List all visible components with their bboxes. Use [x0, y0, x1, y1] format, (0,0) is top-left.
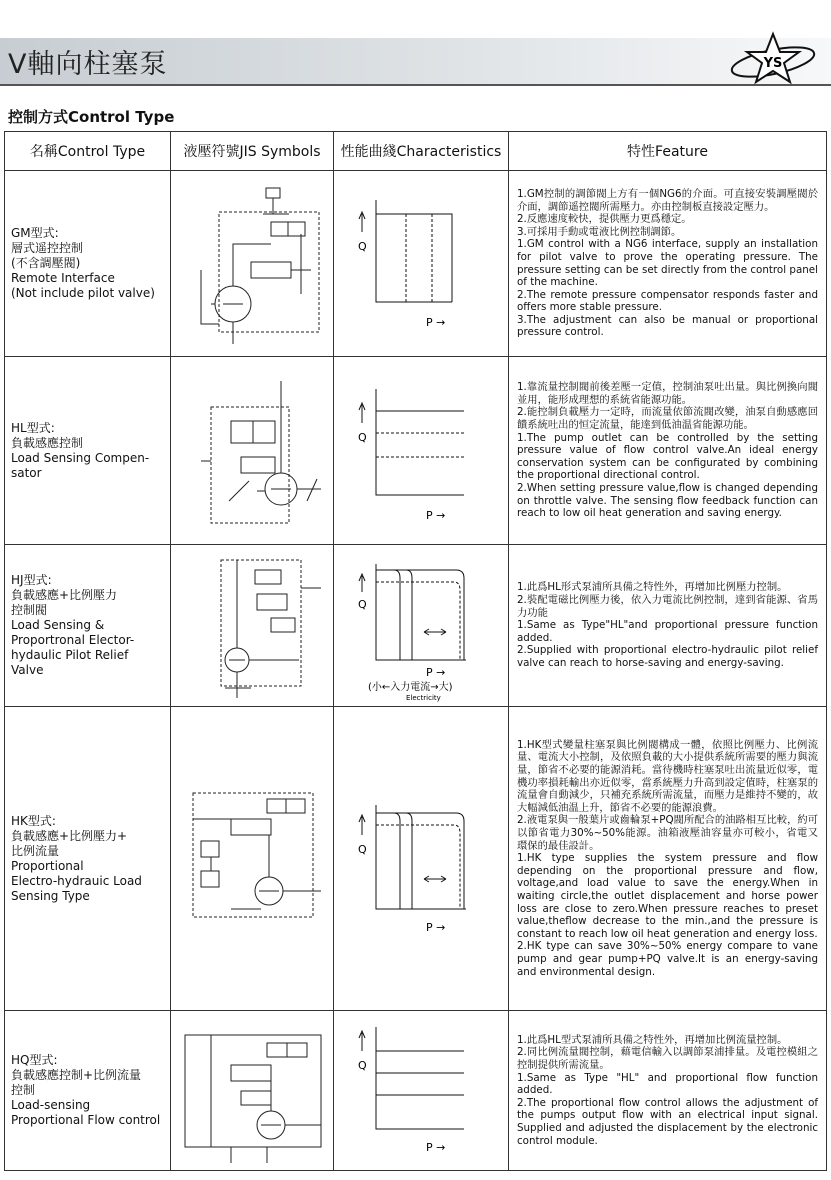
- q-axis-label: Q: [358, 239, 367, 253]
- symbol-cell: [171, 171, 334, 357]
- type-name-zh: 負載感應控制: [11, 435, 84, 450]
- control-type-table: [4, 131, 827, 1171]
- chart-cell: [334, 171, 509, 357]
- name-cell: [5, 1011, 171, 1171]
- table-row-gm: [5, 171, 827, 357]
- hk-characteristic-chart: [334, 709, 509, 1009]
- type-name-zh: 層式遥控控制: [11, 241, 84, 255]
- hj-hydraulic-symbol: [171, 548, 334, 704]
- feature-item: 1.HK型式變量柱塞泵與比例閥構成一體，依照比例壓力、比例流量、電流大小控制，及依照負載的大小提供系統所需要的壓力與流量，節省不必要的能源消耗。當待機時柱塞泵吐出流量近似零，電機功率損耗輸出亦近似零，當系統壓力升高到設定值時，柱塞泵的流量會自動減少，只補充系統所需流量，而壓力是維持不變的，故大幅減低油温上升，節省不必要的能源浪費。: [517, 738, 818, 814]
- feature-item: 1.The pump outlet can be controlled by the setting pressure value of flow control valve.An ideal energy conservation system can be configurated by combining the proportional directional control.: [517, 431, 818, 482]
- gm-characteristic-chart: [334, 174, 509, 354]
- feature-item: 2.The remote pressure compensator responds faster and offers more stable pressure.: [517, 288, 818, 314]
- chart-cell: [334, 357, 509, 545]
- feature-item: 1.Same as Type"HL"and proportional pressure function added.: [517, 619, 818, 644]
- feature-item: 2.液電泵與一般葉片或齒輪泵+PQ閥所配合的油路相互比較，約可以節省電力30%~50%能源。油箱液壓油容量亦可較小，省電又環保的最佳設計。: [517, 814, 818, 852]
- feature-item: 1.GM control with a NG6 interface, supply an installation for pilot valve to prove the operating pressure. The pressure setting can be set directly from the control panel of the machine.: [517, 238, 818, 289]
- feature-cell: [509, 707, 827, 1011]
- type-name-zh: 負載感應控制+比例流量: [11, 1068, 142, 1082]
- p-axis-label: P →: [426, 315, 446, 329]
- symbol-cell: [171, 357, 334, 545]
- feature-item: 2.同比例流量閥控制，藉電信輸入以調節泵浦排量。及電控模組之控制提供所需流量。: [517, 1046, 818, 1072]
- feature-cell: [509, 1011, 827, 1171]
- hk-hydraulic-symbol: [171, 779, 334, 939]
- type-code: HL型式:: [11, 420, 55, 435]
- feature-item: 3.可採用手動或電液比例控制調節。: [517, 225, 682, 238]
- ys-logo: [727, 28, 819, 94]
- type-name-zh: 負載感應+比例壓力: [11, 588, 118, 602]
- type-name-en: Load Sensing Compen-: [11, 450, 150, 465]
- q-axis-label: Q: [358, 430, 367, 444]
- type-name-en-cont: hydaulic Pilot Relief: [11, 648, 129, 662]
- q-axis-label: Q: [358, 597, 367, 611]
- section-title: 控制方式Control Type: [8, 108, 175, 126]
- feature-item: 2.裝配電磁比例壓力後，依入力電流比例控制，達到省能源、省馬力功能: [517, 594, 818, 619]
- col-header-name: 名稱Control Type: [5, 132, 171, 171]
- feature-cell: [509, 545, 827, 707]
- symbol-cell: [171, 545, 334, 707]
- name-cell: [5, 545, 171, 707]
- type-name-en-cont: Sensing Type: [11, 888, 90, 903]
- type-code: HQ型式:: [11, 1053, 58, 1067]
- feature-cell: [509, 357, 827, 545]
- feature-item: 2.When setting pressure value,flow is changed depending on throttle valve. The sensing flow feedback function can reach to low oil heat generation and saving energy.: [517, 481, 818, 520]
- type-name-zh-cont: 比例流量: [11, 843, 60, 858]
- type-name-zh-note: (不含調壓閥): [11, 256, 81, 270]
- type-name-en-cont: Proportronal Elector-: [11, 633, 135, 647]
- feature-item: 2.反應速度較快，提供壓力更爲穩定。: [517, 213, 692, 226]
- type-name-zh: 負載感應+比例壓力+: [11, 828, 128, 843]
- table-header-row: [5, 132, 827, 171]
- type-code: HK型式:: [11, 813, 56, 828]
- hj-characteristic-chart: [334, 548, 509, 704]
- table-row-hq: [5, 1011, 827, 1171]
- page-title: V軸向柱塞泵: [8, 49, 168, 80]
- type-name-en-note: (Not include pilot valve): [11, 286, 155, 300]
- type-name-en: Load Sensing &: [11, 618, 105, 632]
- name-cell: [5, 171, 171, 357]
- feature-item: 2.Supplied with proportional electro-hydraulic pilot relief valve can reach to horse-saving and energy-saving.: [517, 644, 818, 669]
- feature-item: 1.GM控制的調節閥上方有一個NG6的介面。可直接安裝調壓閥於介面，調節遥控閥所需壓力。亦由控制板直接設定壓力。: [517, 187, 818, 213]
- p-axis-label: P →: [426, 920, 446, 934]
- col-header-symbols: 液壓符號JIS Symbols: [171, 132, 334, 171]
- q-axis-label: Q: [358, 842, 367, 856]
- name-cell: [5, 707, 171, 1011]
- col-header-feature: 特性Feature: [509, 132, 827, 171]
- type-name-en: Load-sensing: [11, 1098, 91, 1112]
- hq-hydraulic-symbol: [171, 1013, 334, 1169]
- feature-item: 1.此爲HL型式泵浦所具備之特性外，再增加比例流量控制。: [517, 1033, 788, 1046]
- p-axis-label: P →: [426, 665, 446, 679]
- p-axis-label: P →: [426, 1140, 446, 1154]
- feature-item: 1.此爲HL形式泵浦所具備之特性外，再增加比例壓力控制。: [517, 581, 788, 594]
- type-code: GM型式:: [11, 226, 59, 240]
- feature-item: 2.The proportional flow control allows the adjustment of the pumps output flow with an electrical input signal. Supplied and adjusted the displacement by the electronic control module.: [517, 1096, 818, 1147]
- hl-characteristic-chart: [334, 361, 509, 541]
- logo-text: YS: [763, 56, 783, 71]
- type-name-en-cont: Proportional Flow control: [11, 1113, 161, 1127]
- table-row-hk: [5, 707, 827, 1011]
- type-code: HJ型式:: [11, 573, 52, 587]
- table-row-hl: [5, 357, 827, 545]
- type-name-en: Remote Interface: [11, 271, 115, 285]
- type-name-en-cont: sator: [11, 465, 42, 480]
- feature-cell: [509, 171, 827, 357]
- type-name-zh-cont: 控制: [11, 1083, 36, 1097]
- q-axis-label: Q: [358, 1058, 367, 1072]
- p-axis-label: P →: [426, 508, 446, 522]
- chart-cell: [334, 1011, 509, 1171]
- feature-item: 3.The adjustment can also be manual or proportional pressure control.: [517, 313, 818, 339]
- col-header-characteristics: 性能曲綫Characteristics: [334, 132, 509, 171]
- type-name-en-cont: Valve: [11, 663, 44, 677]
- page-header: [0, 38, 831, 86]
- type-name-en: Proportional: [11, 858, 84, 873]
- electricity-subcaption: Electricity: [406, 693, 441, 702]
- gm-hydraulic-symbol: [171, 174, 334, 354]
- chart-cell: [334, 707, 509, 1011]
- symbol-cell: [171, 1011, 334, 1171]
- hl-hydraulic-symbol: [171, 361, 334, 541]
- feature-item: 2.HK type can save 30%~50% energy compare to vane pump and gear pump+PQ valve.It is an energy-saving and environmental design.: [517, 940, 818, 978]
- name-cell: [5, 357, 171, 545]
- chart-cell: [334, 545, 509, 707]
- hq-characteristic-chart: [334, 1013, 509, 1169]
- symbol-cell: [171, 707, 334, 1011]
- type-name-zh-cont: 控制閥: [11, 603, 48, 617]
- type-name-en-cont: Electro-hydrauic Load: [11, 873, 142, 888]
- electricity-caption: (小←入力電流→大): [368, 681, 453, 693]
- feature-item: 1.Same as Type "HL" and proportional flow function added.: [517, 1071, 818, 1097]
- feature-item: 2.能控制負載壓力一定時，而流量依節流閥改變，油泵自動感應回饋系統吐出的恒定流量，能達到低油温省能源功能。: [517, 406, 818, 432]
- feature-item: 1.HK type supplies the system pressure and flow depending on the proportional pressure and flow, voltage,and load value to save the energy.When in waiting circle,the outlet displacement and horse power loss are close to zero.When pressure reaches to preset value,theflow decrease to the min.,and the pressure is constant to reach low oil heat generation and energy loss.: [517, 852, 818, 940]
- feature-item: 1.靠流量控制閥前後差壓一定值，控制油泵吐出量。與比例換向閥並用，能形成理想的系統省能源功能。: [517, 381, 818, 406]
- table-row-hj: [5, 545, 827, 707]
